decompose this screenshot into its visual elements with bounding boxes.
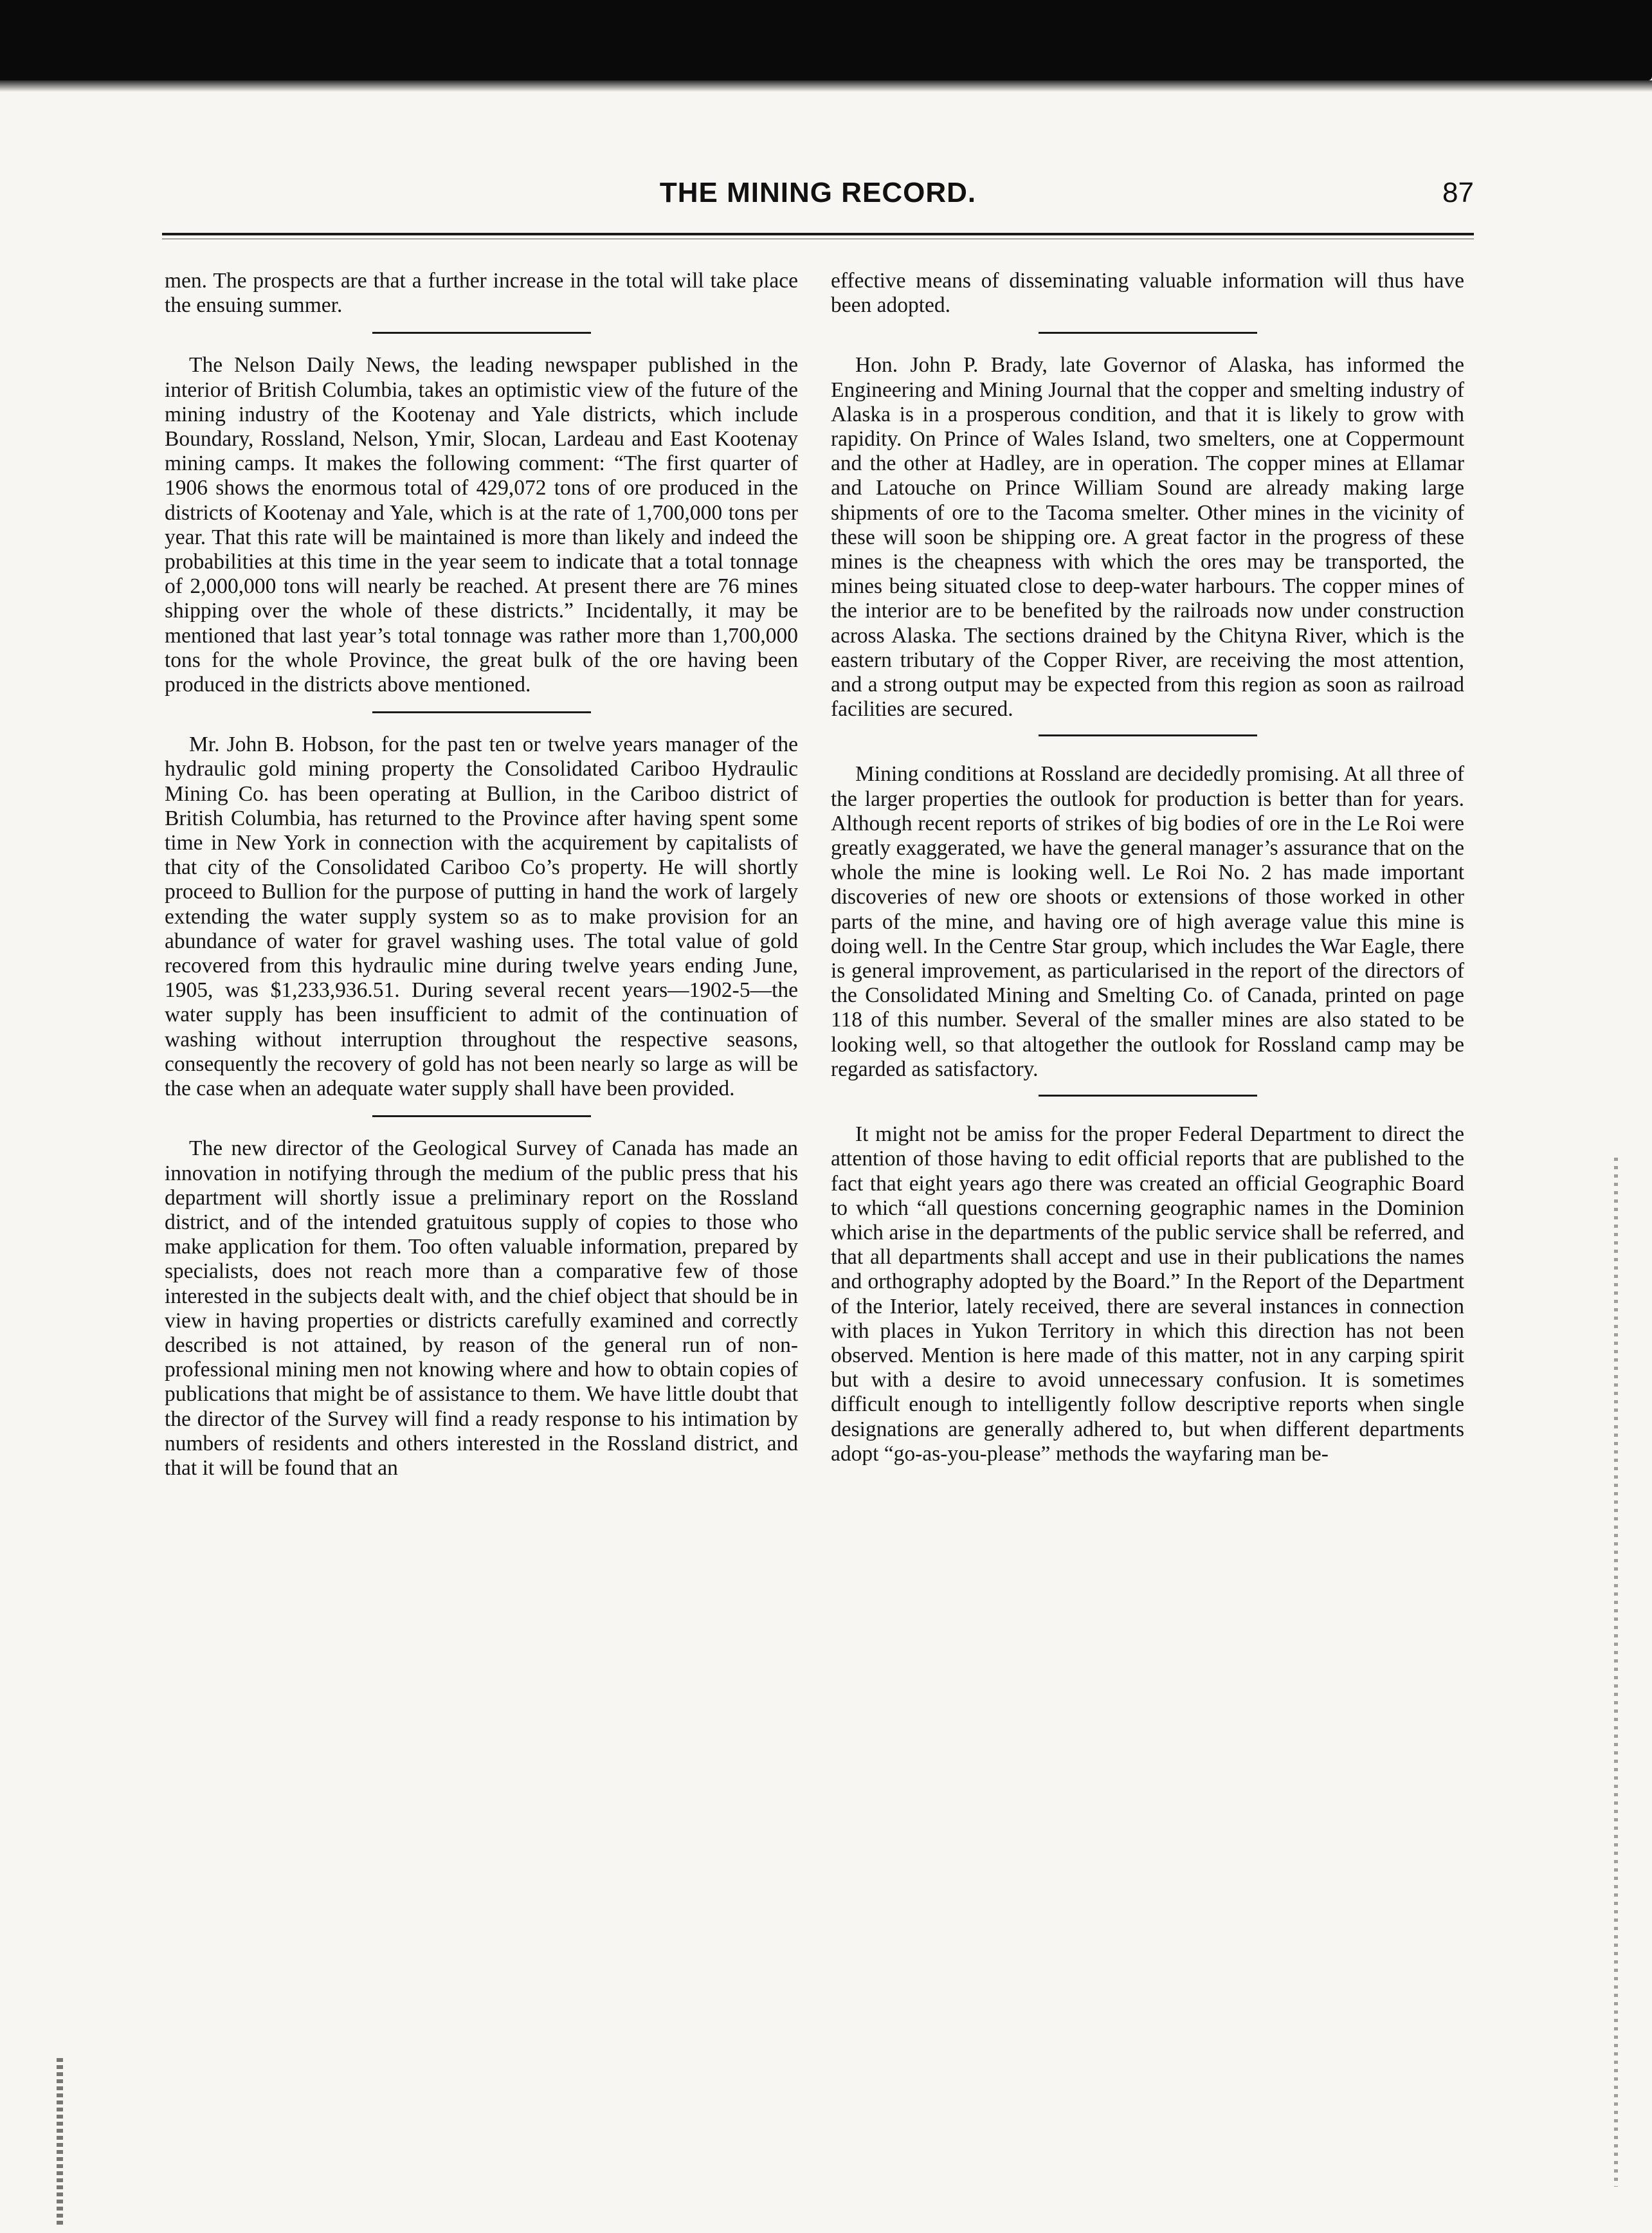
section-divider (1039, 734, 1257, 736)
scan-top-band (0, 0, 1652, 80)
page-number: 87 (1442, 177, 1474, 208)
paragraph-continuation: effective means of disseminating valuable information will thus have been adopted. (831, 269, 1464, 318)
section-divider (372, 1115, 591, 1117)
right-column (831, 269, 1464, 1466)
paragraph-rossland: Mining conditions at Rossland are decidedly promising. At all three of the larger properties the outlook for production is better than for years. Although recent reports of strikes of big bodies of ore in the Le Roi were greatly exaggerated, we have the general manager’s assurance that on the whole the mine is looking well. Le Roi No. 2 has made important discoveries of new ore shoots or extensions of those worked in other parts of the mine, and having ore of high average value this mine is doing well. In the Centre Star group, which includes the War Eagle, there is general improvement, as particularised in the report of the directors of the Consolidated Mining and Smelting Co. of Canada, printed on page 118 of this number. Several of the smaller mines are also stated to be looking well, so that altogether the outlook for Rossland camp may be regarded as satisfactory. (831, 762, 1464, 1081)
paragraph-alaska-copper: Hon. John P. Brady, late Governor of Alaska, has informed the Engineering and Mining Journal that the copper and smelting industry of Alaska is in a prosperous condition, and that it is likely to grow with rapidity. On Prince of Wales Island, two smelters, one at Coppermount and the other at Hadley, are in operation. The copper mines at Ellamar and Latouche on Prince William Sound are already making large shipments of ore to the Tacoma smelter. Other mines in the vicinity of these will soon be shipping ore. A great factor in the progress of these mines is the cheapness with which the ores may be transported, the mines being situated close to deep-water harbours. The copper mines of the interior are to be benefited by the railroads now under construction across Alaska. The sections drained by the Chityna River, which is the eastern tributary of the Copper River, are receiving the most attention, and a strong output may be expected from this region as soon as railroad facilities are secured. (831, 353, 1464, 722)
page-header (162, 177, 1474, 228)
paragraph-continuation: men. The prospects are that a further increase in the total will take place the ensuing summer. (165, 269, 798, 318)
paragraph-geological-survey: The new director of the Geological Survey of Canada has made an innovation in notifying through the medium of the public press that his department will shortly issue a preliminary report on the Rossland district, and of the intended gratuitous supply of copies to those who make application for them. Too often valuable information, prepared by specialists, does not reach more than a comparative few of those interested in the subjects dealt with, and the chief object that should be in view in having properties or districts carefully examined and correctly described is not attained, by reason of the general run of non-professional mining men not knowing where and how to obtain copies of publications that might be of assistance to them. We have little doubt that the director of the Survey will find a ready response to his intimation by numbers of residents and others interested in the Rossland district, and that it will be found that an (165, 1136, 798, 1480)
section-divider (372, 711, 591, 713)
running-title: THE MINING RECORD. (659, 177, 977, 208)
section-divider (1039, 332, 1257, 334)
paragraph-hobson: Mr. John B. Hobson, for the past ten or twelve years manager of the hydraulic gold mining property the Consolidated Cariboo Hydraulic Mining Co. has been operating at Bullion, in the Cariboo district of British Columbia, has returned to the Province after having spent some time in New York in connection with the acquirement by capitalists of that city of the Consolidated Cariboo Co’s property. He will shortly proceed to Bullion for the purpose of putting in hand the work of largely extending the water supply system so as to make provision for an abundance of water for gravel washing uses. The total value of gold recovered from this hydraulic mine during twelve years ending June, 1905, was $1,233,936.51. During several recent years—1902-5—the water supply has been insufficient to admit of the continuation of washing without interruption throughout the respective seasons, consequently the recovery of gold has not been nearly so large as will be the case when an adequate water supply shall have been provided. (165, 733, 798, 1101)
paragraph-nelson-daily-news: The Nelson Daily News, the leading newspaper published in the interior of British Columbia, takes an optimistic view of the future of the mining industry of the Kootenay and Yale districts, which include Boundary, Rossland, Nelson, Ymir, Slocan, Lardeau and East Kootenay mining camps. It makes the following comment: “The first quarter of 1906 shows the enormous total of 429,072 tons of ore produced in the districts of Kootenay and Yale, which is at the rate of 1,700,000 tons per year. That this rate will be maintained is more than likely and indeed the probabilities at this time in the year seem to indicate that a total tonnage of 2,000,000 tons will nearly be reached. At present there are 76 mines shipping over the whole of these districts.” Incidentally, it may be mentioned that last year’s total tonnage was rather more than 1,700,000 tons for the whole Province, the great bulk of the ore having been produced in the districts above mentioned. (165, 353, 798, 697)
left-column (165, 269, 798, 1481)
section-divider (372, 332, 591, 334)
header-rule (162, 233, 1474, 235)
section-divider (1039, 1095, 1257, 1097)
paragraph-geographic-board: It might not be amiss for the proper Federal Department to direct the attention of those having to edit official reports that are published to the fact that eight years ago there was created an official Geographic Board to which “all questions concerning geographic names in the Dominion which arise in the departments of the public service shall be referred, and that all departments shall accept and use in their publications the names and orthography adopted by the Board.” In the Report of the Department of the Interior, lately received, there are several instances in connection with places in Yukon Territory in which this direction has not been observed. Mention is here made of this matter, not in any carping spirit but with a desire to avoid unnecessary confusion. It is sometimes difficult enough to intelligently follow descriptive reports when single designations are generally adhered to, but when different departments adopt “go-as-you-please” methods the wayfaring man be- (831, 1122, 1464, 1466)
scan-edge-artifact (57, 2058, 63, 2225)
scan-edge-artifact (1614, 1158, 1618, 2187)
